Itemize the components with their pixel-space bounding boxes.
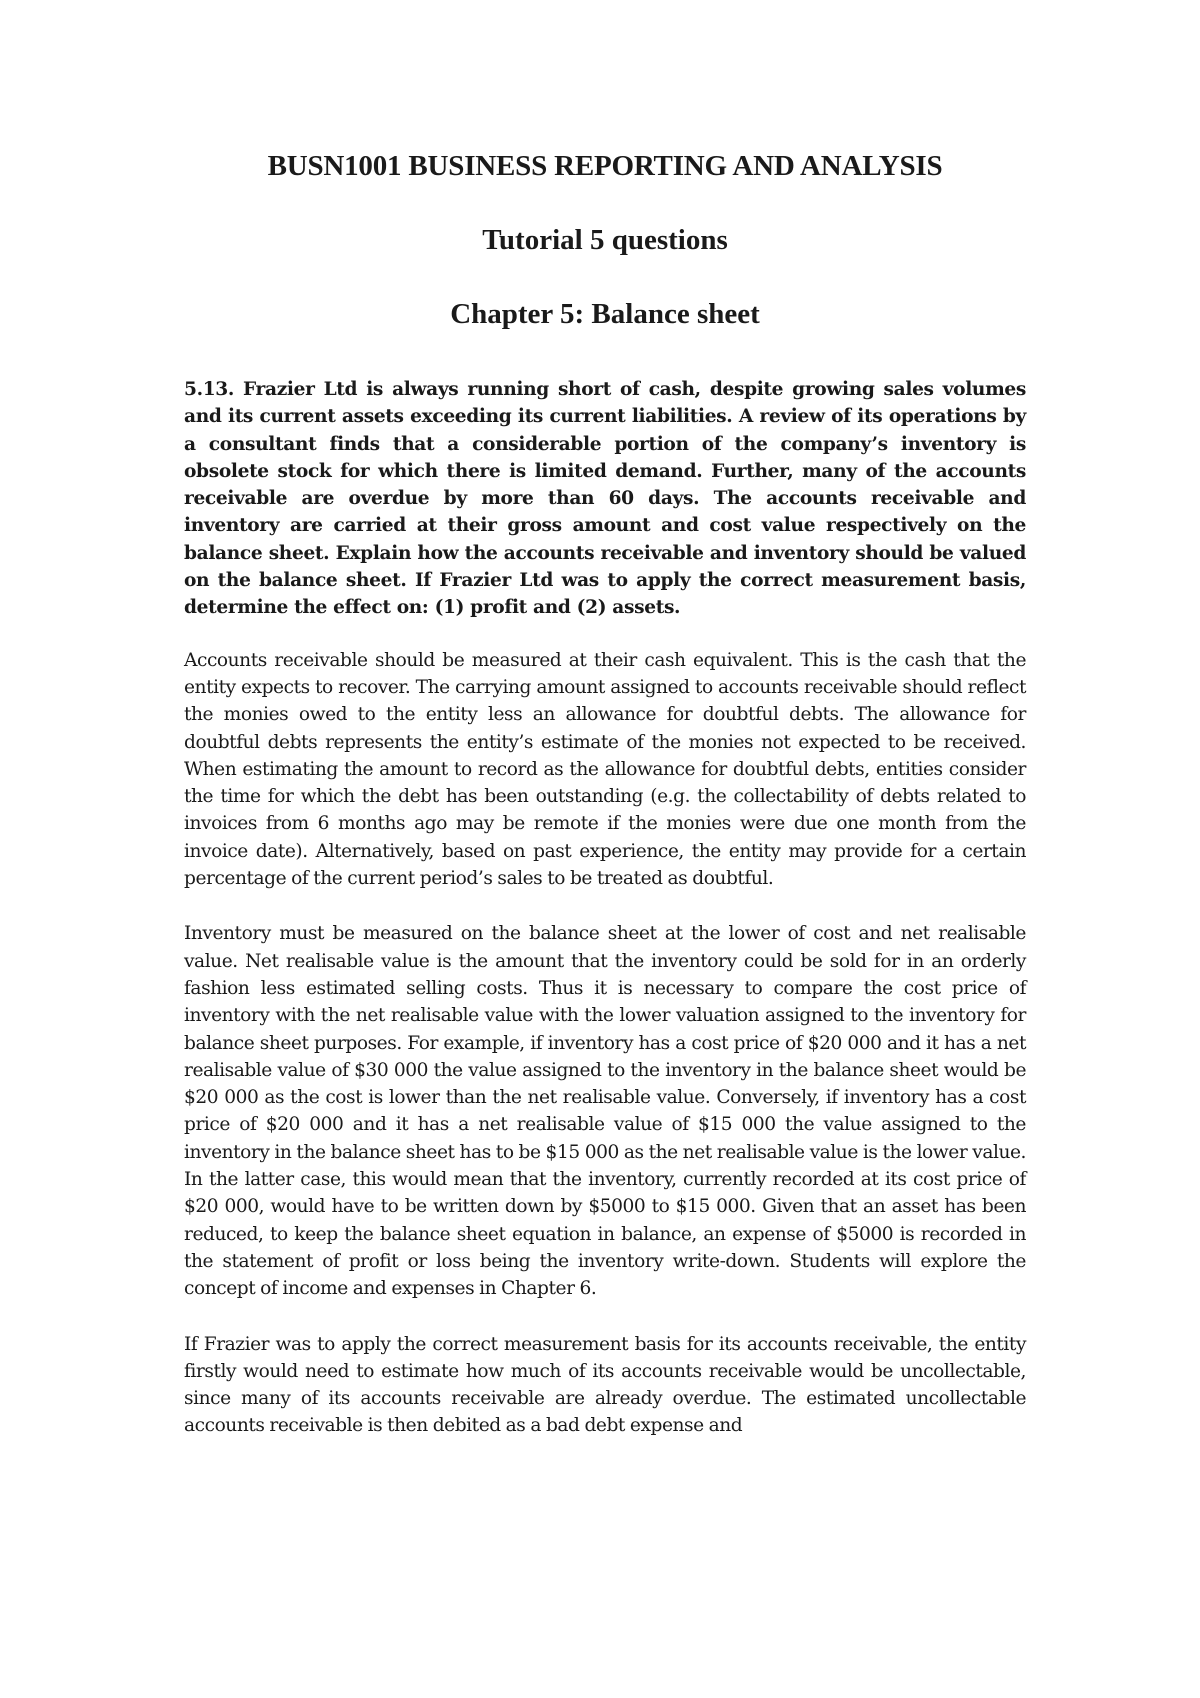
answer-paragraph-inventory: Inventory must be measured on the balance sheet at the lower of cost and net realisable value. Net realisable value is the amount that the inventory could be sold for in an orderly fashion less estimated selling costs. Thus it is necessary to compare the cost price of inventory with the net realisable value with the lower valuation assigned to the inventory for balance sheet purposes. For example, if inventory has a cost price of $20 000 and it has a net realisable value of $30 000 the value assigned to the inventory in the balance sheet would be $20 000 as the cost is lower than the net realisable value. Conversely, if inventory has a cost price of $20 000 and it has a net realisable value of $15 000 the value assigned to the inventory in the balance sheet has to be $15 000 as the net realisable value is the lower value. In the latter case, this would mean that the inventory, currently recorded at its cost price of $20 000, would have to be written down by $5000 to $15 000. Given that an asset has been reduced, to keep the balance sheet equation in balance, an expense of $5000 is recorded in the statement of profit or loss being the inventory write-down. Students will explore the concept of income and expenses in Chapter 6.: [184, 923, 1026, 1300]
answer-paragraph-accounts-receivable: Accounts receivable should be measured at their cash equivalent. This is the cash that the entity expects to recover. The carrying amount assigned to accounts receivable should reflect the monies owed to the entity less an allowance for doubtful debts. The allowance for doubtful debts represents the entity’s estimate of the monies not expected to be received. When estimating the amount to record as the allowance for doubtful debts, entities consider the time for which the debt has been outstanding (e.g. the collectability of debts related to invoices from 6 months ago may be remote if the monies were due one month from the invoice date). Alternatively, based on past experience, the entity may provide for a certain percentage of the current period’s sales to be treated as doubtful.: [184, 649, 1026, 890]
tutorial-title: Tutorial 5 questions: [482, 224, 728, 256]
page-content: [184, 148, 1026, 1458]
course-title: BUSN1001 BUSINESS REPORTING AND ANALYSIS: [267, 150, 943, 182]
chapter-title: Chapter 5: Balance sheet: [450, 298, 760, 330]
question-5-13: 5.13. Frazier Ltd is always running short of cash, despite growing sales volumes and its current assets exceeding its current liabilities. A review of its operations by a consultant finds that a considerable portion of the company’s inventory is obsolete stock for which there is limited demand. Further, many of the accounts receivable are overdue by more than 60 days. The accounts receivable and inventory are carried at their gross amount and cost value respectively on the balance sheet. Explain how the accounts receivable and inventory should be valued on the balance sheet. If Frazier Ltd was to apply the correct measurement basis, determine the effect on: (1) profit and (2) assets.: [184, 379, 1026, 619]
answer-paragraph-effect: If Frazier was to apply the correct measurement basis for its accounts receivable, the entity firstly would need to estimate how much of its accounts receivable would be uncollectable, since many of its accounts receivable are already overdue. The estimated uncollectable accounts receivable is then debited as a bad debt expense and: [184, 1333, 1026, 1437]
